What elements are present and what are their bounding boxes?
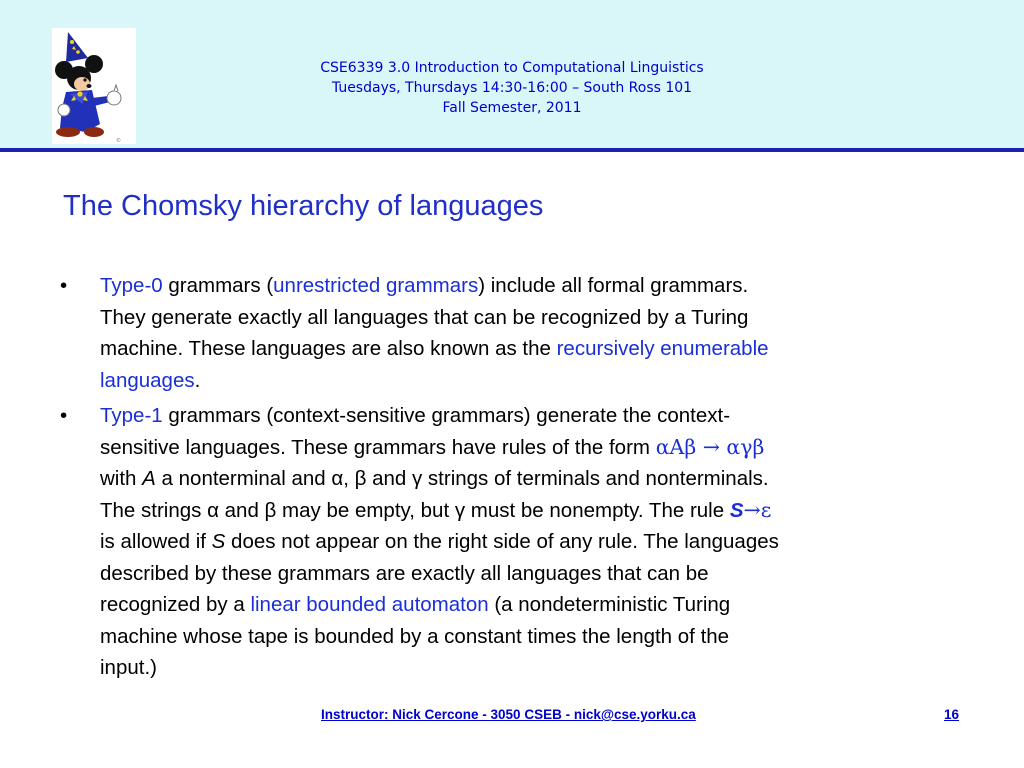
bullet-line [100,432,960,464]
symbol-S-bold: S [729,498,744,522]
languages-link[interactable]: languages [100,368,195,392]
header-divider [0,148,1024,152]
bullet-line [100,400,960,432]
text-run: machine. These languages are also known as the [100,337,557,360]
svg-text:©: © [116,138,121,144]
slide-title: The Chomsky hierarchy of languages [63,190,544,222]
bullet-line: described by these grammars are exactly all languages that can be [100,561,709,585]
text-run: (a nondeterministic Turing [488,593,731,616]
course-info [190,58,834,118]
slide-content [60,270,960,688]
text-run: The strings α and β may be empty, but γ must be nonempty. The rule [100,498,730,522]
slide-header [0,0,1024,148]
type-0-label: Type-0 [100,274,163,297]
bullet-marker: • [60,274,68,297]
text-run: a nonterminal and α, β and γ strings of terminals and nonterminals. [155,467,769,490]
text-run: ) include all formal grammars. [478,274,749,297]
wizard-mouse-logo-icon [52,28,136,144]
bullet-marker: • [60,404,68,427]
course-semester-line: Fall Semester, 2011 [442,100,582,116]
text-run: . [194,368,201,392]
text-run: with [100,467,143,490]
bullet-line [100,495,960,527]
bullet-line [100,365,960,397]
bullet-line [100,333,960,365]
text-run: sensitive languages. These grammars have rules of the form [100,435,656,459]
bullet-line [100,589,960,621]
text-run: grammars (context-sensitive grammars) generate the context- [162,404,731,427]
unrestricted-grammars-link[interactable]: unrestricted grammars [273,274,479,297]
course-title-line: CSE6339 3.0 Introduction to Computational Linguistics [320,60,704,76]
bullet-line [100,526,960,558]
bullet-line [100,270,960,302]
rule-formula: αAβ → αγβ [655,434,765,459]
type-1-label: Type-1 [100,404,163,427]
bullet-type-1 [60,400,960,684]
bullet-line: They generate exactly all languages that can be recognized by a Turing [100,305,749,329]
linear-bounded-automaton-link[interactable]: linear bounded automaton [250,593,489,616]
course-schedule-line: Tuesdays, Thursdays 14:30-16:00 – South Ross 101 [331,80,693,96]
text-run: recognized by a [100,593,251,616]
epsilon-rule: →ε [743,497,772,522]
bullet-type-0 [60,270,960,396]
bullet-line [100,463,960,495]
text-run: grammars ( [162,274,274,297]
symbol-A: A [142,467,156,490]
instructor-footer-link[interactable]: Instructor: Nick Cercone - 3050 CSEB - nick@cse.yorku.ca [321,707,696,722]
recursively-enumerable-link[interactable]: recursively enumerable [556,337,769,360]
text-run: does not appear on the right side of any rule. The languages [225,530,779,553]
page-number[interactable]: 16 [944,707,960,722]
bullet-line: machine whose tape is bounded by a constant times the length of the [100,624,730,648]
symbol-S: S [211,530,226,553]
text-run: is allowed if [100,530,212,553]
bullet-line: input.) [100,656,157,679]
